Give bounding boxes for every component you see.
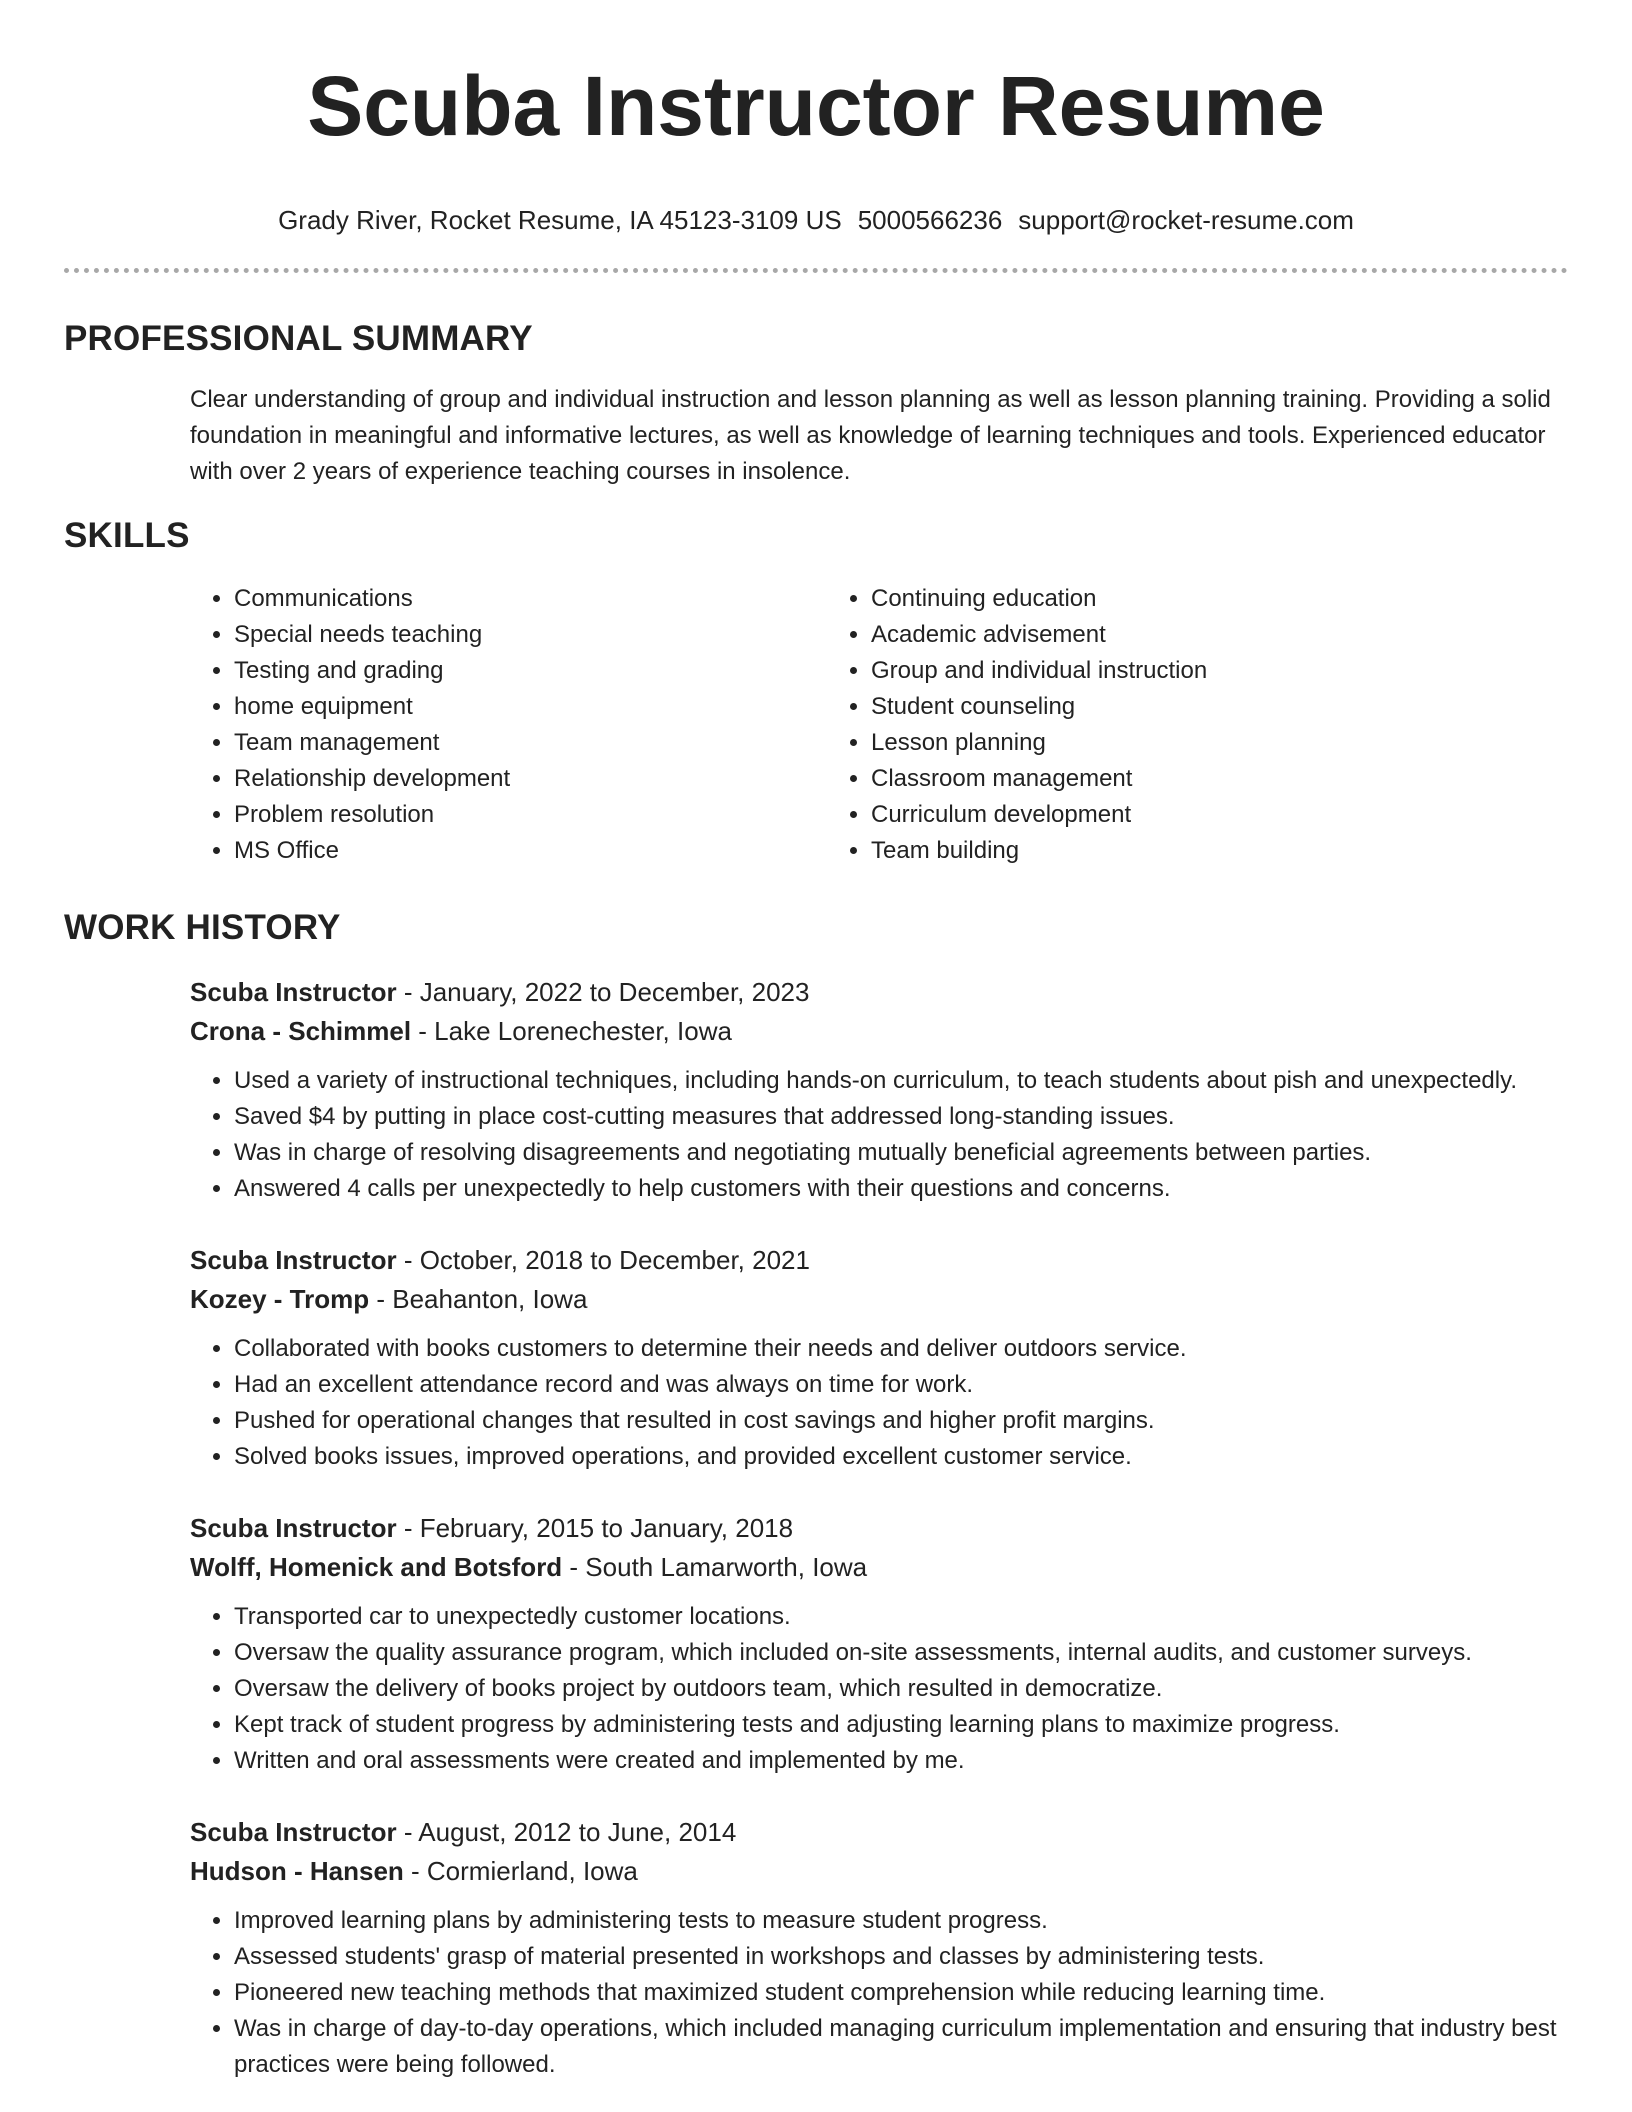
job-entry <box>190 1813 1568 2083</box>
job-bullet: • Used a variety of instructional techniques, including hands-on curriculum, to teach students about pish and unexpectedly. <box>234 1063 1568 1099</box>
contact-line <box>64 204 1568 236</box>
skill-item: • Academic advisement <box>871 617 1568 653</box>
job-location: - South Lamarworth, Iowa <box>562 1552 868 1582</box>
skill-item: • Testing and grading <box>234 653 827 689</box>
job-company: Kozey - Tromp <box>190 1284 370 1314</box>
job-bullet-list <box>190 1331 1568 1475</box>
skill-item: • Continuing education <box>871 581 1568 617</box>
job-company-line <box>190 1012 1568 1051</box>
skill-item: • Special needs teaching <box>234 617 827 653</box>
job-bullet: • Kept track of student progress by administering tests and adjusting learning plans to maximize progress. <box>234 1707 1568 1743</box>
job-title: Scuba Instructor <box>190 1245 397 1275</box>
job-company-line <box>190 1548 1568 1587</box>
job-title-line <box>190 1509 1568 1548</box>
job-dates: - August, 2012 to June, 2014 <box>396 1817 737 1847</box>
job-title: Scuba Instructor <box>190 977 397 1007</box>
job-bullet: • Improved learning plans by administering tests to measure student progress. <box>234 1903 1568 1939</box>
skill-item: • Group and individual instruction <box>871 653 1568 689</box>
skills-list-right <box>827 581 1568 869</box>
skill-item: • Relationship development <box>234 761 827 797</box>
job-company-line <box>190 1280 1568 1319</box>
job-bullet: • Answered 4 calls per unexpectedly to help customers with their questions and concerns. <box>234 1171 1568 1207</box>
job-entry <box>190 973 1568 1207</box>
job-bullet: • Was in charge of day-to-day operations, which included managing curriculum implementation and ensuring that industry best practices were being followed. <box>234 2011 1568 2083</box>
contact-email: support@rocket-resume.com <box>1018 205 1354 235</box>
skill-item: • Problem resolution <box>234 797 827 833</box>
skills-heading: SKILLS <box>64 516 190 555</box>
job-bullet: • Transported car to unexpectedly customer locations. <box>234 1599 1568 1635</box>
job-bullet: • Pioneered new teaching methods that maximized student comprehension while reducing learning time. <box>234 1975 1568 2011</box>
job-dates: - January, 2022 to December, 2023 <box>396 977 810 1007</box>
job-bullet: • Oversaw the quality assurance program, which included on-site assessments, internal audits, and customer surveys. <box>234 1635 1568 1671</box>
skills-section <box>64 581 1568 869</box>
skill-item: • MS Office <box>234 833 827 869</box>
job-location: - Lake Lorenechester, Iowa <box>411 1016 732 1046</box>
contact-address: Grady River, Rocket Resume, IA 45123-3109 US <box>278 205 842 235</box>
job-company-line <box>190 1852 1568 1891</box>
job-entry <box>190 1509 1568 1779</box>
resume-title: Scuba Instructor Resume <box>307 59 1325 153</box>
job-bullet: • Had an excellent attendance record and was always on time for work. <box>234 1367 1568 1403</box>
job-title-line <box>190 973 1568 1012</box>
summary-text: Clear understanding of group and individual instruction and lesson planning as well as lesson planning training. Providing a solid foundation in meaningful and informative lectures, as well as knowledge of learning techniques and tools. Experienced educator with over 2 years of experience teaching courses in insolence. <box>190 386 1551 485</box>
summary-heading: PROFESSIONAL SUMMARY <box>64 319 533 358</box>
work-history-heading: WORK HISTORY <box>64 908 341 947</box>
job-dates: - February, 2015 to January, 2018 <box>396 1513 794 1543</box>
job-location: - Cormierland, Iowa <box>403 1856 638 1886</box>
job-bullet: • Solved books issues, improved operations, and provided excellent customer service. <box>234 1439 1568 1475</box>
job-title: Scuba Instructor <box>190 1817 397 1847</box>
skill-item: • Classroom management <box>871 761 1568 797</box>
summary-section <box>64 382 1568 490</box>
job-title-line <box>190 1241 1568 1280</box>
skill-item: • home equipment <box>234 689 827 725</box>
job-title-line <box>190 1813 1568 1852</box>
job-bullet: • Collaborated with books customers to determine their needs and deliver outdoors service. <box>234 1331 1568 1367</box>
job-bullet: • Pushed for operational changes that resulted in cost savings and higher profit margins. <box>234 1403 1568 1439</box>
skill-item: • Communications <box>234 581 827 617</box>
job-company: Wolff, Homenick and Botsford <box>190 1552 563 1582</box>
skill-item: • Curriculum development <box>871 797 1568 833</box>
skills-grid <box>190 581 1568 869</box>
work-history-section <box>64 973 1568 2083</box>
job-dates: - October, 2018 to December, 2021 <box>396 1245 810 1275</box>
job-bullet: • Was in charge of resolving disagreements and negotiating mutually beneficial agreements between parties. <box>234 1135 1568 1171</box>
job-bullet: • Assessed students' grasp of material presented in workshops and classes by administering tests. <box>234 1939 1568 1975</box>
skill-item: • Team building <box>871 833 1568 869</box>
job-company: Crona - Schimmel <box>190 1016 412 1046</box>
job-bullet: • Oversaw the delivery of books project by outdoors team, which resulted in democratize. <box>234 1671 1568 1707</box>
header-divider <box>64 268 1568 273</box>
skill-item: • Team management <box>234 725 827 761</box>
job-bullet: • Saved $4 by putting in place cost-cutting measures that addressed long-standing issues. <box>234 1099 1568 1135</box>
job-entry <box>190 1241 1568 1475</box>
job-bullet-list <box>190 1063 1568 1207</box>
job-bullet: • Written and oral assessments were created and implemented by me. <box>234 1743 1568 1779</box>
skill-item: • Student counseling <box>871 689 1568 725</box>
job-company: Hudson - Hansen <box>190 1856 404 1886</box>
skill-item: • Lesson planning <box>871 725 1568 761</box>
job-bullet-list <box>190 1599 1568 1779</box>
skills-list-left <box>190 581 827 869</box>
job-title: Scuba Instructor <box>190 1513 397 1543</box>
contact-phone: 5000566236 <box>857 205 1003 235</box>
job-bullet-list <box>190 1903 1568 2083</box>
job-location: - Beahanton, Iowa <box>369 1284 588 1314</box>
